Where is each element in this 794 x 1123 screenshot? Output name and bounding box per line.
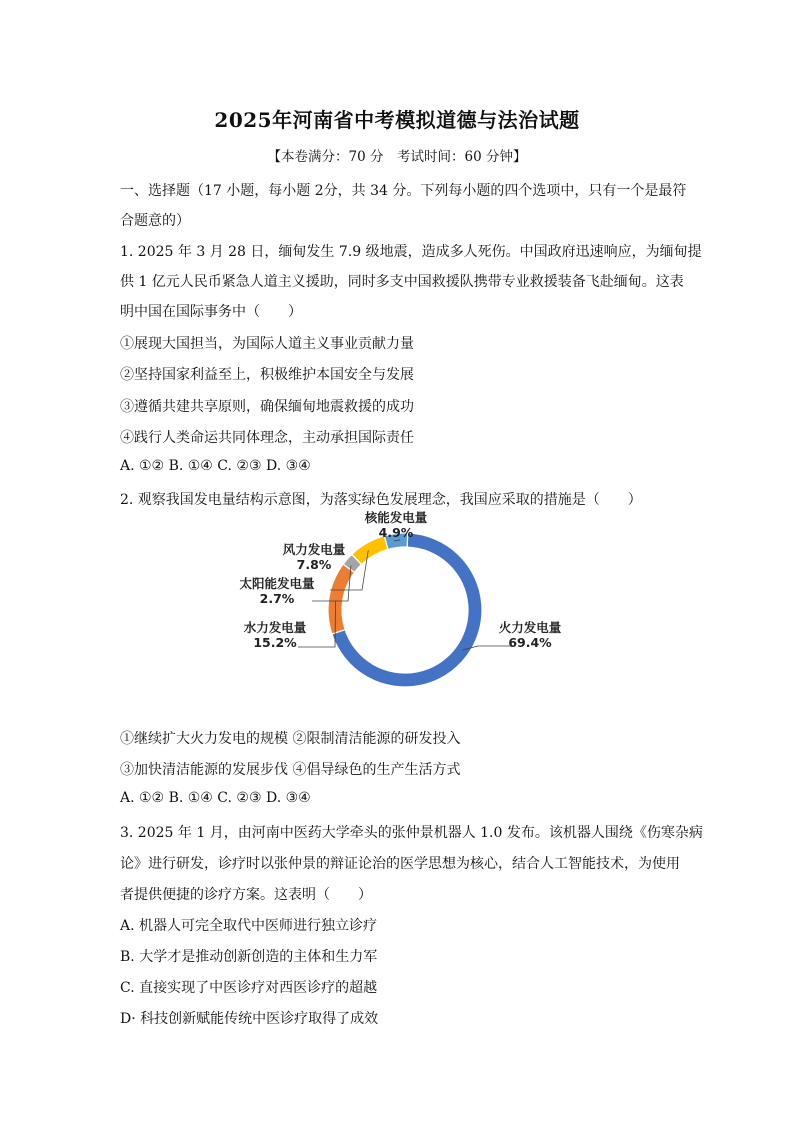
- q1-option-2: ②坚持国家利益至上，积极维护本国安全与发展: [120, 367, 414, 383]
- slice-value-label-0: 69.4%: [508, 635, 552, 650]
- q3-option-c: C. 直接实现了中医诊疗对西医诊疗的超越: [120, 980, 378, 996]
- q1-option-3: ③遵循共建共享原则，确保缅甸地震救援的成功: [120, 399, 414, 415]
- slice-category-label-0: 火力发电量: [498, 620, 562, 635]
- q3-option-d: D· 科技创新赋能传统中医诊疗取得了成效: [120, 1011, 379, 1027]
- q3-stem-3: 者提供便捷的诊疗方案。这表明（ ）: [120, 887, 372, 903]
- power-generation-donut-chart: [220, 510, 580, 710]
- q3-option-a: A. 机器人可完全取代中医师进行独立诊疗: [120, 918, 378, 934]
- page-title: 2025年河南省中考模拟道德与法治试题: [214, 108, 580, 132]
- q2-option-1-2: ①继续扩大火力发电的规模 ②限制清洁能源的研发投入: [120, 731, 461, 747]
- slice-category-label-4: 核能发电量: [364, 510, 428, 525]
- q2-option-3-4: ③加快清洁能源的发展步伐 ④倡导绿色的生产生活方式: [120, 762, 461, 778]
- q2-stem: 2. 观察我国发电量结构示意图，为落实绿色发展理念，我国应采取的措施是（ ）: [120, 492, 642, 508]
- section-heading-cont: 合题意的）: [120, 213, 190, 229]
- q3-option-b: B. 大学才是推动创新创造的主体和生力军: [120, 949, 378, 965]
- slice-value-label-1: 15.2%: [253, 635, 297, 650]
- q1-choices: A. ①② B. ①④ C. ②③ D. ③④: [120, 458, 311, 474]
- q1-stem-2: 供 1 亿元人民币紧急人道主义援助，同时多支中国救援队携带专业救援装备飞赴缅甸。这表: [120, 274, 684, 290]
- slice-value-label-4: 4.9%: [378, 525, 414, 540]
- q1-option-1: ①展现大国担当，为国际人道主义事业贡献力量: [120, 336, 414, 352]
- q1-option-4: ④践行人类命运共同体理念，主动承担国际责任: [120, 430, 414, 446]
- q1-stem-1: 1. 2025 年 3 月 28 日，缅甸发生 7.9 级地震，造成多人死伤。中国政府迅速响应，为缅甸提: [120, 244, 702, 260]
- slice-value-label-3: 7.8%: [296, 557, 332, 572]
- exam-info: 【本卷满分：70 分 考试时间：60 分钟】: [267, 149, 527, 165]
- slice-value-label-2: 2.7%: [259, 591, 295, 606]
- q2-choices: A. ①② B. ①④ C. ②③ D. ③④: [120, 790, 311, 806]
- slice-category-label-1: 水力发电量: [243, 620, 307, 635]
- q1-stem-3: 明中国在国际事务中（ ）: [120, 304, 302, 320]
- section-heading: 一、选择题（17 小题，每小题 2分，共 34 分。下列每小题的四个选项中，只有一个是最符: [120, 183, 687, 199]
- slice-category-label-2: 太阳能发电量: [239, 576, 315, 591]
- q3-stem-2: 论》进行研发，诊疗时以张仲景的辩证论治的医学思想为核心，结合人工智能技术，为使用: [120, 856, 680, 872]
- q3-stem-1: 3. 2025 年 1 月，由河南中医药大学牵头的张仲景机器人 1.0 发布。该机器人围绕《伤寒杂病: [120, 825, 703, 841]
- slice-category-label-3: 风力发电量: [282, 542, 346, 557]
